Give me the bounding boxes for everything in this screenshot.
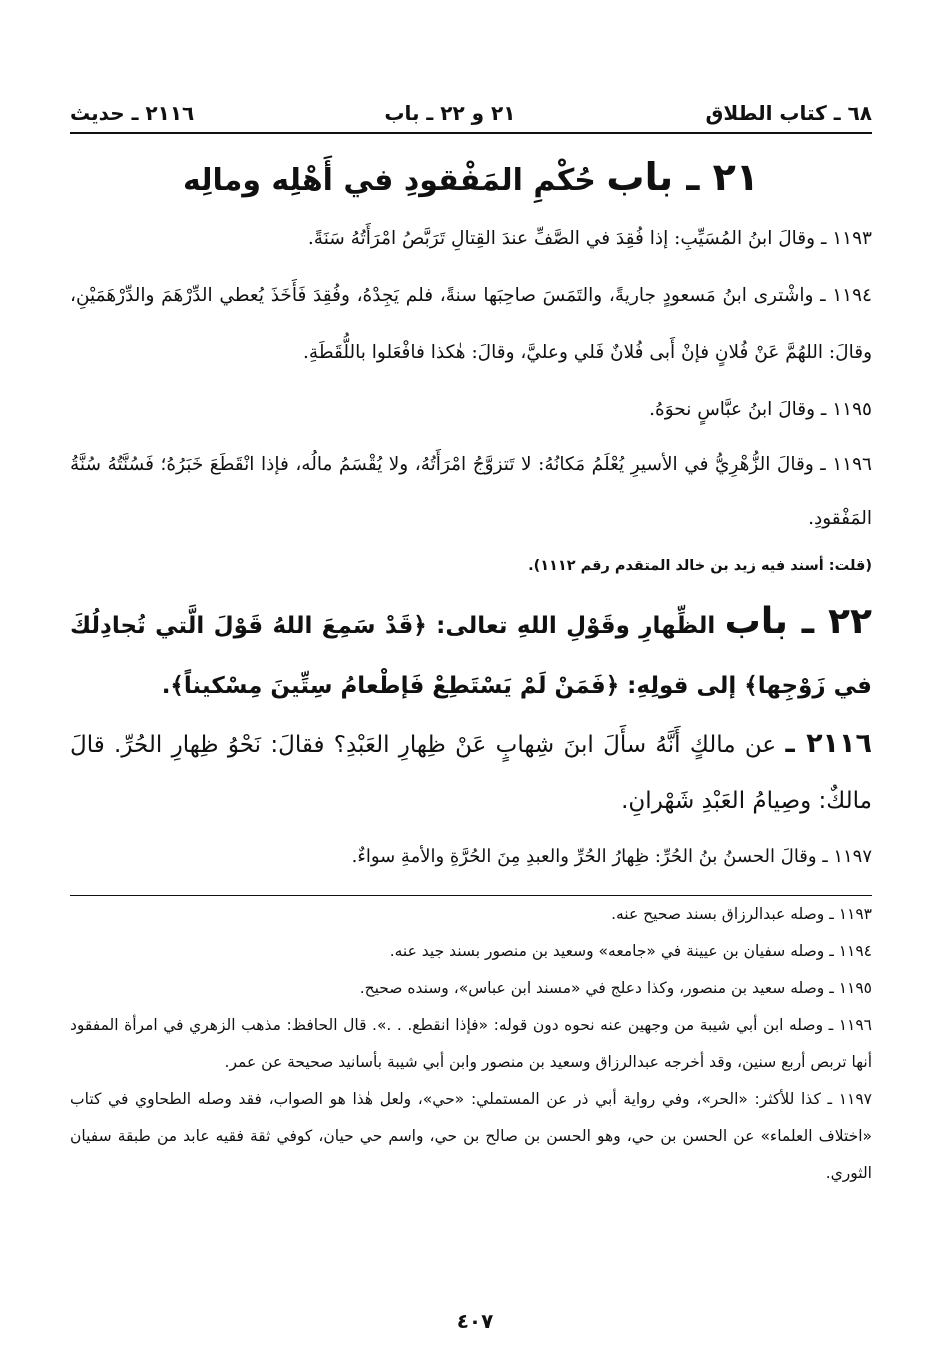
footnote-1194: ١١٩٤ ـ وصله سفيان بن عيينة في «جامعه» وسعيد بن منصور بسند جيد عنه.: [389, 942, 872, 960]
editor-note: (قلت: أسند فيه زيد بن خالد المتقدم رقم ١١١٢).: [528, 558, 872, 574]
main-text: [70, 148, 872, 1192]
header-divider: [70, 132, 872, 134]
chapter-22-heading: [70, 592, 872, 716]
footnote-1197: ١١٩٧ ـ كذا للأكثر: «الحر»، وفي رواية أبي ذر عن المستملي: «حي»، ولعل هٰذا هو الصواب، فقد وصله الطحاوي في كتاب «اختلاف العلماء» عن الحسن بن حي، وهو الحسن بن صالح بن حي، واسم حي حيان، كوفي ثقة فقيه عابد من طبقة سفيان الثوري.: [70, 1090, 872, 1182]
athar-1193: ١١٩٣ ـ وقالَ ابنُ المُسَيِّبِ: إذا فُقِدَ في الصَّفِّ عندَ القِتالِ تَرَبَّصُ امْرَأَتُهُ سَنَةً.: [307, 228, 872, 249]
chapter-21-number: ٢١ ـ باب: [606, 155, 759, 199]
hadith-2116-number: ٢١١٦ ـ: [785, 728, 872, 759]
footnote-1195: ١١٩٥ ـ وصله سعيد بن منصور، وكذا دعلج في «مسند ابن عباس»، وسنده صحيح.: [359, 979, 872, 997]
athar-1197: ١١٩٧ ـ وقالَ الحسنُ بنُ الحُرِّ: ظِهارُ الحُرِّ والعبدِ مِنَ الحُرَّةِ والأمةِ سواءٌ.: [351, 846, 872, 867]
athar-1195: ١١٩٥ ـ وقالَ ابنُ عبَّاسٍ نحوَهُ.: [649, 399, 872, 420]
chapter-21-heading: [70, 148, 872, 210]
athar-1194: ١١٩٤ ـ واشْترى ابنُ مَسعودٍ جاريةً، والتَمَسَ صاحِبَها سنةً، فلم يَجِدْهُ، وفُقِدَ فَأَخَذَ يُعطي الدِّرْهَمَ والدِّرْهَمَيْنِ، وقالَ: اللهُمَّ عَنْ فُلانٍ فإنْ أَبى فُلانٌ فَلي وعليَّ، وقالَ: هٰكذا فافْعَلوا باللُّقَطَةِ.: [70, 285, 872, 363]
athar-1196: ١١٩٦ ـ وقالَ الزُّهْرِيُّ في الأسيرِ يُعْلَمُ مَكانُهُ: لا تَتزوَّجُ امْرَأَتُهُ، ولا يُقْسَمُ مالُه، فإذا انْقَطَعَ خَبَرُهُ؛ فَسُنَّتُهُ سُنَّةُ المَفْقودِ.: [70, 454, 872, 529]
header-book-title: ٦٨ ـ كتاب الطلاق: [705, 101, 872, 125]
running-header: [70, 96, 872, 130]
hadith-2116-text: عن مالكٍ أَنَّهُ سأَلَ ابنَ شِهابٍ عَنْ ظِهارِ العَبْدِ؟ فقالَ: نَحْوُ ظِهارِ الحُرِّ. قالَ مالكٌ: وصِيامُ العَبْدِ شَهْرانِ.: [70, 732, 872, 814]
header-chapter: ٢١ و ٢٢ ـ باب: [384, 101, 516, 125]
page-number: ٤٠٧: [456, 1309, 494, 1333]
hadith-2116: [70, 716, 872, 829]
footnote-1193: ١١٩٣ ـ وصله عبدالرزاق بسند صحيح عنه.: [611, 905, 872, 923]
chapter-22-number: ٢٢ ـ باب: [724, 601, 872, 642]
chapter-21-title: حُكْمِ المَفْقودِ في أَهْلِه ومالِه: [183, 163, 596, 198]
header-hadith-number: ٢١١٦ ـ حديث: [70, 101, 195, 125]
chapter-22-title: الظِّهارِ وقَوْلِ اللهِ تعالى: ﴿قَدْ سَمِعَ اللهُ قَوْلَ الَّتي تُجادِلُكَ في زَوْجِها﴾ إلى قولِهِ: ﴿فَمَنْ لَمْ يَسْتَطِعْ فَإطْعامُ سِتِّينَ مِسْكيناً﴾.: [70, 613, 872, 699]
footnote-1196: ١١٩٦ ـ وصله ابن أبي شيبة من وجهين عنه نحوه دون قوله: «فإذا انقطع. . .». قال الحافظ: مذهب الزهري في امرأة المفقود أنها تربص أربع سنين، وقد أخرجه عبدالرزاق وسعيد بن منصور وابن أبي شيبة بأسانيد صحيحة عن عمر.: [70, 1016, 872, 1071]
